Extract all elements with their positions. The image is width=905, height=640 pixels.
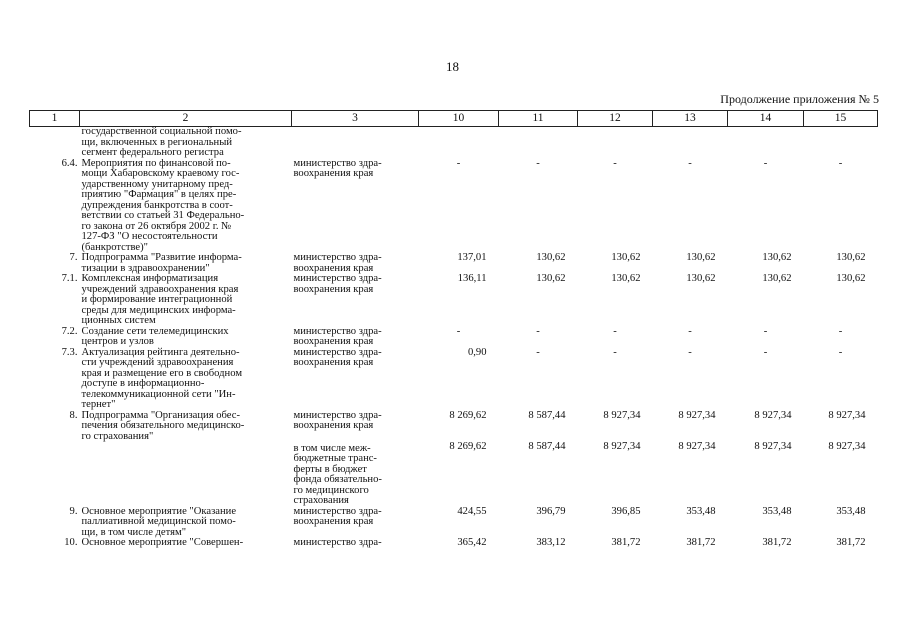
executor: министерство здра- воохранения края: [293, 505, 382, 527]
executor: министерство здра- воохранения края: [293, 325, 382, 347]
value: 0,90: [467, 346, 487, 358]
value: 381,72: [836, 537, 866, 548]
value-col-13: [653, 411, 728, 507]
executor-cell: [292, 411, 419, 507]
value-col-12: [578, 348, 653, 411]
value: -: [613, 157, 617, 169]
table-row: [30, 253, 878, 274]
value-col-13: [653, 507, 728, 539]
value: -: [536, 325, 540, 337]
value: 136,11: [457, 273, 487, 284]
executor: министерство здра-: [293, 537, 382, 548]
continuation-row: [30, 127, 878, 159]
column-header-13: 13: [653, 111, 728, 127]
value: 137,01: [457, 252, 487, 263]
value: -: [763, 346, 768, 358]
value: 130,62: [836, 273, 866, 284]
value: -: [613, 325, 617, 337]
value: -: [838, 325, 843, 337]
value: 381,72: [686, 537, 716, 548]
row-number-cell: [30, 127, 80, 159]
value-col-13: [653, 348, 728, 411]
measure-name: Подпрограмма "Организация обес- печения обязательного медицинско- го страхования": [81, 409, 245, 442]
value-col-14: [728, 274, 804, 327]
value: 396,79: [536, 505, 566, 517]
value: 8 927,34: [828, 409, 866, 421]
measure-name: Актуализация рейтинга деятельно- сти учреждений здравоохранения края и размещение его в свободном доступе в информационно- телекоммуникационной сети "Ин- тернет": [81, 346, 243, 410]
measure-name: Основное мероприятие "Совершен-: [81, 537, 244, 548]
table-row: [30, 274, 878, 327]
value-col-11: [499, 348, 578, 411]
value-col-12: [578, 159, 653, 254]
value-col-10: [419, 253, 499, 274]
value-col-14: [728, 348, 804, 411]
measure-name: Подпрограмма "Развитие информа- тизации в здравоохранении": [81, 252, 242, 274]
value-col-15: [804, 159, 878, 254]
value-col-14: [728, 507, 804, 539]
column-header-3: 3: [292, 111, 419, 127]
value: 8 927,34: [754, 409, 792, 421]
value: -: [536, 157, 540, 169]
table-row: [30, 159, 878, 254]
value: -: [763, 325, 768, 337]
column-header-11: 11: [499, 111, 578, 127]
value: -: [838, 346, 843, 358]
value: 381,72: [611, 537, 641, 548]
value-col-12: [578, 538, 653, 549]
sub-value: 8 269,62: [449, 441, 487, 452]
row-number: 7.2.: [61, 325, 78, 337]
value: 130,62: [686, 273, 716, 284]
value-col-11: [499, 507, 578, 539]
column-header-12: 12: [578, 111, 653, 127]
table-body: [30, 127, 878, 549]
value-col-11: [499, 274, 578, 327]
value-col-10: [419, 327, 499, 348]
value-col-15: [804, 411, 878, 507]
value: 130,62: [836, 252, 866, 263]
value-col-10: [419, 159, 499, 254]
value: 353,48: [836, 505, 866, 517]
value-col-15: [804, 274, 878, 327]
value-col-11: [499, 411, 578, 507]
value-col-11: [499, 159, 578, 254]
table-row: [30, 327, 878, 348]
column-header-15: 15: [804, 111, 878, 127]
executor-cell: [292, 507, 419, 539]
value: -: [763, 157, 768, 169]
row-number: 7.: [69, 252, 78, 263]
value-col-12: [578, 253, 653, 274]
executor: министерство здра- воохранения края: [293, 252, 382, 274]
measure-name: Основное мероприятие "Оказание паллиативной медицинской помо- щи, в том числе детям": [81, 505, 237, 538]
value: -: [456, 157, 461, 169]
executor: министерство здра- воохранения края: [293, 409, 382, 431]
table-header: [30, 111, 878, 127]
column-header-1: 1: [30, 111, 80, 127]
value: 130,62: [611, 252, 641, 263]
executor-cell: [292, 348, 419, 411]
value: -: [838, 157, 843, 169]
page-number: 18: [446, 59, 459, 74]
row-number: 6.4.: [61, 157, 78, 169]
executor-cell: [292, 538, 419, 549]
value-col-12: [578, 411, 653, 507]
value-col-12: [578, 327, 653, 348]
column-header-2: 2: [80, 111, 292, 127]
value: -: [688, 346, 692, 358]
table-row: [30, 507, 878, 539]
value: 8 927,34: [603, 409, 641, 421]
sub-value: 8 927,34: [678, 441, 716, 452]
executor-cell: [292, 274, 419, 327]
value: 396,85: [611, 505, 641, 517]
value-col-11: [499, 327, 578, 348]
row-number: 7.3.: [61, 346, 78, 358]
value-col-15: [804, 538, 878, 549]
value: 130,62: [611, 273, 641, 284]
row-number: 10.: [64, 537, 78, 548]
appendix-note: Продолжение приложения № 5: [720, 92, 879, 106]
value-col-10: [419, 274, 499, 327]
value-col-15: [804, 253, 878, 274]
value: 353,48: [686, 505, 716, 517]
row-number: 9.: [69, 505, 78, 517]
value: 130,62: [762, 252, 792, 263]
table-row: [30, 411, 878, 507]
executor-cell: [292, 253, 419, 274]
column-header-10: 10: [419, 111, 499, 127]
sub-value: 8 587,44: [528, 441, 566, 452]
value: 353,48: [762, 505, 792, 517]
value: 130,62: [762, 273, 792, 284]
header-row: [30, 111, 878, 127]
continuation-text: государственной социальной помо- щи, включенных в региональный сегмент федерального регистра: [81, 126, 242, 158]
value-col-15: [804, 348, 878, 411]
executor-cell: [292, 159, 419, 254]
value: -: [536, 346, 540, 358]
measure-name: Мероприятия по финансовой по- мощи Хабаровскому краевому гос- ударственному унитарному пред- приятию "Фармация" в целях пре- дупреждения банкротства в соот- ветствии со статьей 31 Федерально- го закона от 26 октября 2002 г. № 127-ФЗ "О несостоятельности (банкротстве)": [81, 157, 245, 253]
value-col-11: [499, 253, 578, 274]
value-col-13: [653, 159, 728, 254]
value: 8 587,44: [528, 409, 566, 421]
table-row: [30, 348, 878, 411]
value-col-13: [653, 253, 728, 274]
sub-value: 8 927,34: [603, 441, 641, 452]
value-col-14: [728, 159, 804, 254]
value: 130,62: [536, 273, 566, 284]
value-col-12: [578, 274, 653, 327]
value-col-10: [419, 411, 499, 507]
sub-executor: в том числе меж- бюджетные транс- ферты в бюджет фонда обязательно- го медицинского страхования: [293, 442, 382, 506]
value: 383,12: [536, 537, 566, 548]
value-col-10: [419, 538, 499, 549]
value: 424,55: [457, 505, 487, 517]
measure-name: Создание сети телемедицинских центров и узлов: [81, 325, 229, 347]
value: -: [456, 325, 461, 337]
value-col-10: [419, 348, 499, 411]
column-header-14: 14: [728, 111, 804, 127]
value-col-15: [804, 507, 878, 539]
measure-name: Комплексная информатизация учреждений здравоохранения края и формирование интеграционной среды для медицинских информа- ционных систем: [81, 273, 239, 326]
executor-cell: [292, 327, 419, 348]
sub-value: 8 927,34: [828, 441, 866, 452]
value-col-11: [499, 538, 578, 549]
value-col-14: [728, 253, 804, 274]
value: 130,62: [536, 252, 566, 263]
value: 130,62: [686, 252, 716, 263]
value: -: [688, 325, 692, 337]
value-col-14: [728, 327, 804, 348]
value-col-12: [578, 507, 653, 539]
value-col-14: [728, 411, 804, 507]
table-row: [30, 538, 878, 549]
value-col-14: [728, 538, 804, 549]
value-col-13: [653, 538, 728, 549]
value: 365,42: [457, 537, 487, 548]
row-number: 7.1.: [61, 273, 78, 284]
value-col-15: [804, 327, 878, 348]
value: 381,72: [762, 537, 792, 548]
executor: министерство здра- воохранения края: [293, 346, 382, 368]
value: 8 269,62: [449, 409, 487, 421]
value-col-13: [653, 327, 728, 348]
executor: министерство здра- воохранения края: [293, 273, 382, 295]
executor: министерство здра- воохранения края: [293, 157, 382, 179]
sub-value: 8 927,34: [754, 441, 792, 452]
program-table: [29, 110, 878, 549]
value-col-13: [653, 274, 728, 327]
row-number: 8.: [69, 409, 78, 421]
value: 8 927,34: [678, 409, 716, 421]
value: -: [688, 157, 692, 169]
value-col-10: [419, 507, 499, 539]
value: -: [613, 346, 617, 358]
